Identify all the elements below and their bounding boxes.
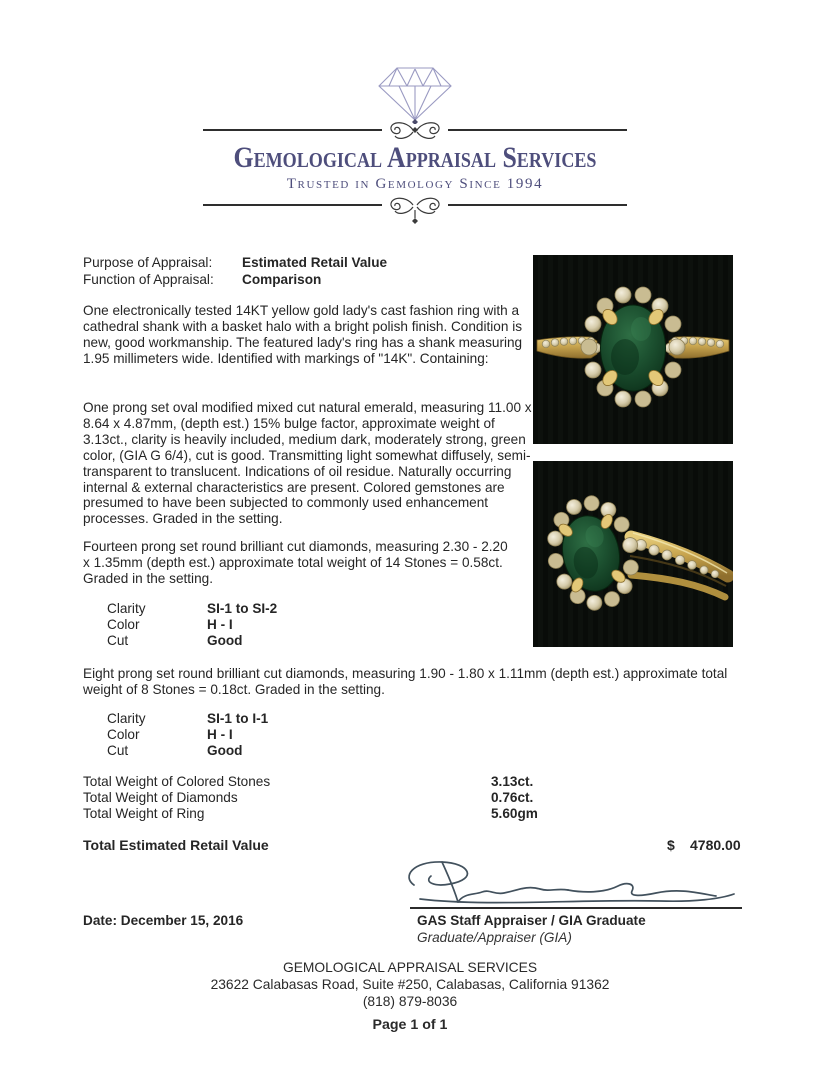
footer-phone: (818) 879-8036	[362, 994, 458, 1010]
appraisal-meta	[83, 255, 387, 289]
page-number: Page 1 of 1	[372, 1016, 448, 1033]
total-colored-stones-label: Total Weight of Colored Stones	[83, 774, 271, 789]
emerald-description: One prong set oval modified mixed cut natural emerald, measuring 11.00 x 8.64 x 4.87mm, (depth est.) 15% bulge factor, approximate weight of 3.13ct., clarity is heavily included, medium dark, moderately strong, green color, (GIA G 6/4), cut is good. Transmitting light somewhat diffusely, semi-transparent to translucent. Indications of oil residue. Naturally occurring internal & external characteristics are present. Colored gemstones are presumed to have been subjected to commonly used enhancement processes. Graded in the setting.	[83, 400, 532, 527]
date-value: December 15, 2016	[120, 913, 244, 928]
footer-company: GEMOLOGICAL APPRAISAL SERVICES	[282, 960, 538, 975]
total-colored-stones-value: 3.13ct.	[491, 774, 534, 789]
total-ring-weight-row	[83, 806, 763, 822]
total-ring-weight-value: 5.60gm	[491, 806, 538, 822]
clarity-label: Clarity	[107, 711, 146, 726]
retail-value-amount: 4780.00	[690, 837, 741, 853]
color-label: Color	[107, 727, 140, 743]
purpose-value: Estimated Retail Value	[242, 255, 388, 270]
retail-value-row	[83, 837, 793, 853]
cut-value: Good	[207, 743, 243, 759]
signer-title: GAS Staff Appraiser / GIA Graduate	[417, 913, 646, 928]
total-diamonds-label: Total Weight of Diamonds	[83, 790, 238, 806]
purpose-row	[83, 255, 387, 272]
date-label: Date:	[83, 913, 117, 928]
masthead	[203, 60, 627, 227]
retail-value-label: Total Estimated Retail Value	[83, 837, 269, 853]
total-diamonds-row	[83, 790, 763, 806]
diamonds-8-description: Eight prong set round brilliant cut diamonds, measuring 1.90 - 1.80 x 1.11mm (depth est.) approximate total weight of 8 Stones = 0.18ct. Graded in the setting.	[83, 666, 728, 697]
company-title: Gemological Appraisal Services	[233, 141, 597, 174]
cut-value: Good	[207, 633, 243, 649]
clarity-value: SI-1 to SI-2	[207, 601, 278, 616]
grade-table-1	[107, 601, 277, 649]
flourish-icon	[382, 119, 448, 141]
total-diamonds-value: 0.76ct.	[491, 790, 534, 806]
cut-label: Cut	[107, 743, 129, 759]
signer-subtitle: Graduate/Appraiser (GIA)	[417, 930, 572, 945]
purpose-label: Purpose of Appraisal:	[83, 255, 213, 270]
diamonds-14-description: Fourteen prong set round brilliant cut diamonds, measuring 2.30 - 2.20 x 1.35mm (depth est.) approximate total weight of 14 Stones = 0.58ct. Graded in the setting.	[83, 539, 508, 586]
currency-symbol: $	[667, 837, 675, 853]
totals-section	[83, 774, 763, 822]
color-value: H - I	[207, 727, 233, 743]
diamond-logo-icon	[369, 60, 461, 124]
grade-row	[107, 617, 277, 633]
grade-table-2	[107, 711, 268, 759]
footer	[0, 959, 820, 1034]
signature-scrawl	[398, 855, 748, 909]
ring-description: One electronically tested 14KT yellow gold lady's cast fashion ring with a cathedral shank with a basket halo with a bright polish finish. Condition is new, good workmanship. The featured lady's ring has a shank measuring 1.95 millimeters wide. Identified with markings of "14K". Containing:	[83, 303, 523, 366]
date-line	[83, 913, 243, 928]
top-rule	[203, 119, 627, 141]
grade-row	[107, 711, 268, 727]
total-colored-stones-row	[83, 774, 763, 790]
function-value: Comparison	[242, 271, 322, 287]
company-tagline: Trusted in Gemology Since 1994	[286, 175, 544, 192]
flourish-icon	[382, 197, 448, 227]
total-ring-weight-label: Total Weight of Ring	[83, 806, 205, 822]
bottom-rule	[203, 197, 627, 227]
grade-row	[107, 743, 268, 759]
footer-address: 23622 Calabasas Road, Suite #250, Calabasas, California 91362	[210, 977, 610, 993]
grade-row	[107, 601, 277, 617]
grade-row	[107, 633, 277, 649]
ring-photo-side	[533, 461, 733, 647]
function-label: Function of Appraisal:	[83, 271, 214, 287]
cut-label: Cut	[107, 633, 129, 649]
signature-line	[410, 907, 742, 909]
color-label: Color	[107, 617, 140, 633]
clarity-value: SI-1 to I-1	[207, 711, 269, 726]
grade-row	[107, 727, 268, 743]
color-value: H - I	[207, 617, 233, 633]
clarity-label: Clarity	[107, 601, 146, 616]
ring-photo-front	[533, 255, 733, 444]
function-row	[83, 272, 387, 289]
